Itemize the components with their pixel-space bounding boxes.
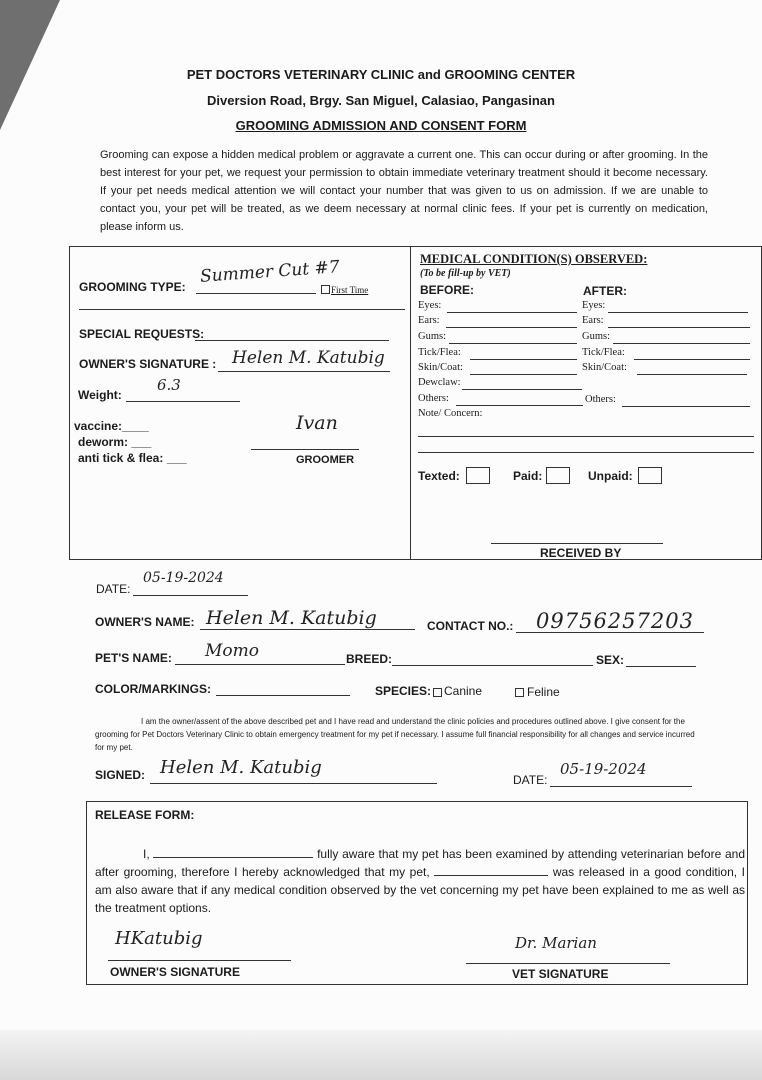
release-text <box>95 845 745 917</box>
species-label: SPECIES: <box>375 684 432 698</box>
feline-checkbox[interactable] <box>515 688 524 697</box>
before-line <box>446 327 577 328</box>
after-item: Skin/Coat: <box>582 362 627 373</box>
before-item: Ears: <box>418 315 440 326</box>
sex-line <box>626 666 696 667</box>
vet-signature-label: VET SIGNATURE <box>512 967 609 981</box>
pet-name-line <box>175 664 345 665</box>
signed-value[interactable]: Helen M. Katubig <box>160 757 322 778</box>
paid-label: Paid: <box>513 469 543 483</box>
after-line <box>608 312 748 313</box>
feline-label: Feline <box>527 685 560 699</box>
vet-signature-line <box>466 963 670 964</box>
after-item: Others: <box>585 394 616 405</box>
owner-signature-value[interactable]: Helen M. Katubig <box>232 348 385 368</box>
after-line <box>613 343 750 344</box>
before-item: Eyes: <box>418 300 442 311</box>
before-line <box>470 374 577 375</box>
groomer-value[interactable]: Ivan <box>296 412 338 434</box>
owner-name-value[interactable]: Helen M. Katubig <box>206 607 377 629</box>
pet-name-label: PET'S NAME: <box>95 651 172 665</box>
before-item: Dewclaw: <box>418 377 461 388</box>
release-text-start: I, <box>143 847 154 861</box>
unpaid-checkbox[interactable] <box>638 467 662 484</box>
special-requests-label: SPECIAL REQUESTS: <box>79 327 205 341</box>
section-divider <box>410 246 411 560</box>
vet-signature-value[interactable]: Dr. Marian <box>515 934 597 952</box>
before-item: Gums: <box>418 331 447 342</box>
before-item: Others: <box>418 393 449 404</box>
breed-label: BREED: <box>346 652 393 666</box>
grooming-type-value[interactable]: Summer Cut #7 <box>199 257 341 287</box>
received-by-label: RECEIVED BY <box>540 546 622 560</box>
consent-date-value[interactable]: 05-19-2024 <box>560 760 647 778</box>
texted-label: Texted: <box>418 469 460 483</box>
note-line <box>418 452 754 453</box>
vaccine-label: vaccine:____ <box>74 419 149 433</box>
after-item: Tick/Flea: <box>582 347 625 358</box>
color-line <box>216 695 350 696</box>
groomer-line <box>251 449 359 450</box>
after-line <box>622 406 750 407</box>
owner-name-line <box>200 629 415 630</box>
scan-corner-shadow <box>0 0 60 130</box>
consent-date-label: DATE: <box>513 773 548 787</box>
before-line <box>462 389 582 390</box>
owner-signature-line <box>218 371 390 372</box>
breed-line <box>392 665 593 666</box>
texted-checkbox[interactable] <box>466 467 490 484</box>
release-owner-blank[interactable] <box>153 846 313 858</box>
release-owner-signature-line <box>108 960 291 961</box>
medical-title: MEDICAL CONDITION(S) OBSERVED: <box>420 252 648 266</box>
scan-bottom-shadow <box>0 1030 762 1080</box>
color-label: COLOR/MARKINGS: <box>95 682 211 696</box>
pet-name-value[interactable]: Momo <box>205 641 259 661</box>
intro-paragraph: Grooming can expose a hidden medical problem or aggravate a current one. This can occur during or after grooming. In the best interest for your pet, we request your permission to obtain immediate veterinary treatment should it become necessary. If your pet needs medical attention we will contact your number that was given to us on admission. If we are unable to contact you, your pet will be treated, as we deem necessary at normal clinic fees. If your pet is currently on medication, please inform us. <box>100 149 708 233</box>
grooming-type-line <box>196 293 316 294</box>
clinic-address: Diversion Road, Brgy. San Miguel, Calasiao, Pangasinan <box>207 93 555 108</box>
date-line <box>133 595 248 596</box>
grooming-type-extra-line <box>79 309 405 310</box>
consent-text: I am the owner/assent of the above described pet and I have read and understand the clinic policies and procedures outlined above. I give consent for the grooming for Pet Doctors Veterinary Clinic to obtain emergency treatment for my pet if necessary. I assume full financial responsibility for all changes and service incurred for my pet. <box>95 717 695 752</box>
release-owner-signature-label: OWNER'S SIGNATURE <box>110 965 240 979</box>
first-time-label: First Time <box>331 285 369 295</box>
owner-name-label: OWNER'S NAME: <box>95 615 195 629</box>
release-pet-blank[interactable] <box>434 864 548 876</box>
first-time-checkbox[interactable] <box>321 285 330 294</box>
after-item: Gums: <box>582 331 611 342</box>
after-line <box>637 374 747 375</box>
after-line <box>608 327 750 328</box>
special-requests-line <box>195 340 389 341</box>
after-item: Eyes: <box>582 300 606 311</box>
release-owner-signature-value[interactable]: HKatubig <box>115 928 203 949</box>
signed-line <box>150 783 437 784</box>
form-title: GROOMING ADMISSION AND CONSENT FORM <box>235 118 527 133</box>
canine-label: Canine <box>444 684 483 698</box>
before-line <box>449 343 577 344</box>
groomer-label: GROOMER <box>296 454 355 466</box>
contact-line <box>516 632 704 633</box>
anti-tick-label: anti tick & flea: ___ <box>78 451 187 465</box>
weight-value[interactable]: 6.3 <box>157 376 181 394</box>
contact-value[interactable]: 09756257203 <box>536 609 694 633</box>
contact-label: CONTACT NO.: <box>427 619 514 633</box>
after-item: Ears: <box>582 315 604 326</box>
before-item: Skin/Coat: <box>418 362 463 373</box>
date-value[interactable]: 05-19-2024 <box>143 570 224 586</box>
date-label: DATE: <box>96 582 131 596</box>
weight-line <box>126 401 240 402</box>
clinic-name: PET DOCTORS VETERINARY CLINIC and GROOMING CENTER <box>186 67 576 82</box>
release-title: RELEASE FORM: <box>95 808 195 822</box>
before-line <box>456 405 583 406</box>
paid-checkbox[interactable] <box>546 467 570 484</box>
grooming-type-label: GROOMING TYPE: <box>79 280 186 294</box>
after-label: AFTER: <box>583 284 627 298</box>
medical-subtitle: (To be fill-up by VET) <box>420 268 511 279</box>
before-line <box>447 312 577 313</box>
unpaid-label: Unpaid: <box>588 469 633 483</box>
note-label: Note/ Concern: <box>418 408 483 419</box>
sex-label: SEX: <box>596 653 625 667</box>
signed-label: SIGNED: <box>95 768 146 782</box>
canine-checkbox[interactable] <box>433 688 442 697</box>
release-text-end: was released in a good condition, I am also aware that if any medical condition observed by the vet concerning my pet have been explained to me as well as the treatment options. <box>95 865 745 915</box>
before-line <box>470 359 577 360</box>
before-item: Tick/Flea: <box>418 347 461 358</box>
weight-label: Weight: <box>78 388 122 402</box>
after-line <box>634 359 750 360</box>
release-text-middle: fully aware that my pet has been examined by attending veterinarian before and after grooming, therefore I hereby acknowledged that my pet, <box>95 847 745 879</box>
received-by-line <box>491 543 663 544</box>
owner-signature-label: OWNER'S SIGNATURE : <box>79 357 217 371</box>
note-line <box>418 436 754 437</box>
deworm-label: deworm: ___ <box>78 435 152 449</box>
before-label: BEFORE: <box>420 283 474 297</box>
consent-date-line <box>550 786 692 787</box>
